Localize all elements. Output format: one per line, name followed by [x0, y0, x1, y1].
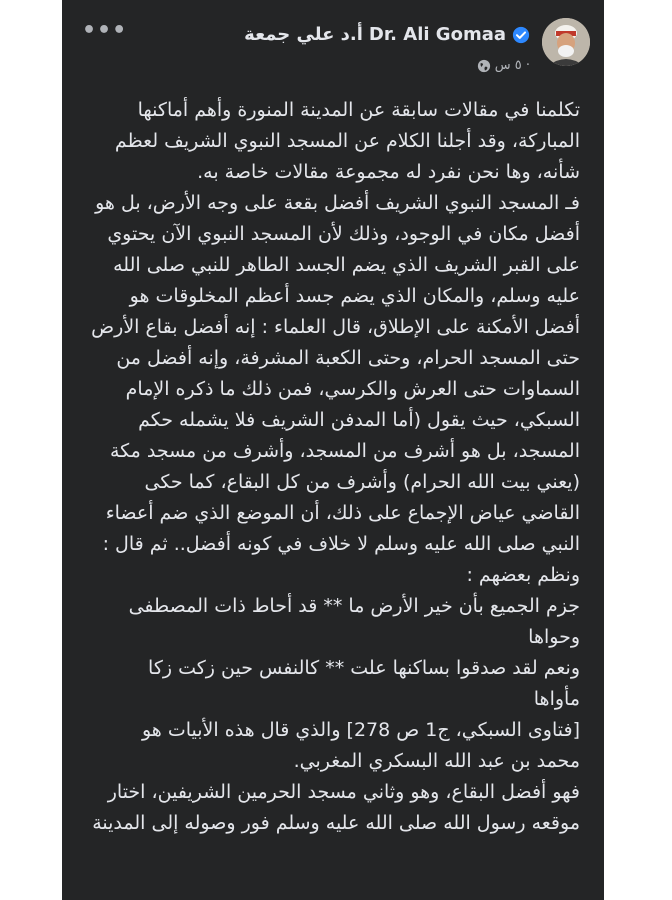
post-body — [88, 95, 580, 839]
post-text-line: شأنه، وها نحن نفرد له مجموعة مقالات خاصة به. — [197, 161, 580, 183]
verified-badge-icon — [512, 26, 530, 44]
author-name-arabic[interactable]: أ.د علي جمعة — [244, 24, 363, 45]
post-text-line: (يعني بيت الله الحرام) وأشرف من كل البقاع، كما حكى — [144, 471, 580, 493]
post-text-line: على القبر الشريف الذي يضم الجسد الطاهر للنبي صلى الله — [113, 254, 580, 276]
post-text-line: محمد بن عبد الله البسكري المغربي. — [293, 750, 580, 772]
post-text-line: النبي صلى الله عليه وسلم لا خلاف في كونه أفضل.. ثم قال : — [102, 533, 580, 555]
post-text-line: ونعم لقد صدقوا بساكنها علت ** كالنفس حين زكت زكا — [148, 657, 580, 679]
post-text-line: السماوات حتى العرش والكرسي، فمن ذلك ما ذكره الإمام — [125, 378, 580, 400]
post-text-line: موقعه رسول الله صلى الله عليه وسلم فور وصوله إلى المدينة — [92, 812, 580, 834]
post-timestamp[interactable]: ٥ س · — [494, 58, 530, 73]
post-text-line: فهو أفضل البقاع، وهو وثاني مسجد الحرمين الشريفين، اختار — [107, 781, 580, 803]
author-avatar[interactable] — [542, 18, 590, 66]
post-text-line: المباركة، وقد أجلنا الكلام عن المسجد النبوي الشريف لعظم — [114, 130, 580, 152]
post-text-line: مأواها — [533, 688, 580, 710]
author-row — [244, 24, 530, 45]
post-text-line: [فتاوى السبكي، ج1 ص 278] والذي قال هذه الأبيات هو — [141, 719, 580, 741]
post-text-line: المسجد، بل هو أشرف من المسجد، وأشرف من مسجد مكة — [109, 440, 580, 462]
post-text-line: أفضل الأمكنة على الإطلاق، قال العلماء : إنه أفضل بقاع الأرض — [91, 316, 580, 338]
avatar-image — [542, 18, 590, 66]
post-text-line: ونظم بعضهم : — [466, 564, 580, 586]
post-text-line: فـ المسجد النبوي الشريف أفضل بقعة على وجه الأرض، بل هو — [95, 192, 580, 214]
post-text-line: وحواها — [528, 626, 580, 648]
post-card — [62, 0, 604, 900]
post-text-line: القاضي عياض الإجماع على ذلك، أن الموضع الذي ضم أعضاء — [105, 502, 580, 524]
author-name-english[interactable]: Dr. Ali Gomaa — [368, 24, 506, 45]
post-text-line: جزم الجميع بأن خير الأرض ما ** قد أحاط ذات المصطفى — [128, 595, 580, 617]
post-text-line: تكلمنا في مقالات سابقة عن المدينة المنورة وأهم أماكنها — [137, 99, 580, 121]
post-header — [62, 0, 604, 90]
post-text-line: أفضل مكان في الوجود، وذلك لأن المسجد النبوي الآن يحتوي — [107, 223, 580, 245]
post-text-line: حتى المسجد الحرام، وحتى الكعبة المشرفة، وإنه أفضل من — [116, 347, 580, 369]
post-text-line: عليه وسلم، والمكان الذي يضم جسد أعظم المخلوقات هو — [129, 285, 580, 307]
globe-icon[interactable] — [477, 59, 491, 73]
more-options-icon[interactable]: ••• — [82, 18, 128, 43]
post-text-line: السبكي، حيث يقول (أما المدفن الشريف فلا يشمله حكم — [138, 409, 580, 431]
post-meta — [477, 58, 530, 73]
